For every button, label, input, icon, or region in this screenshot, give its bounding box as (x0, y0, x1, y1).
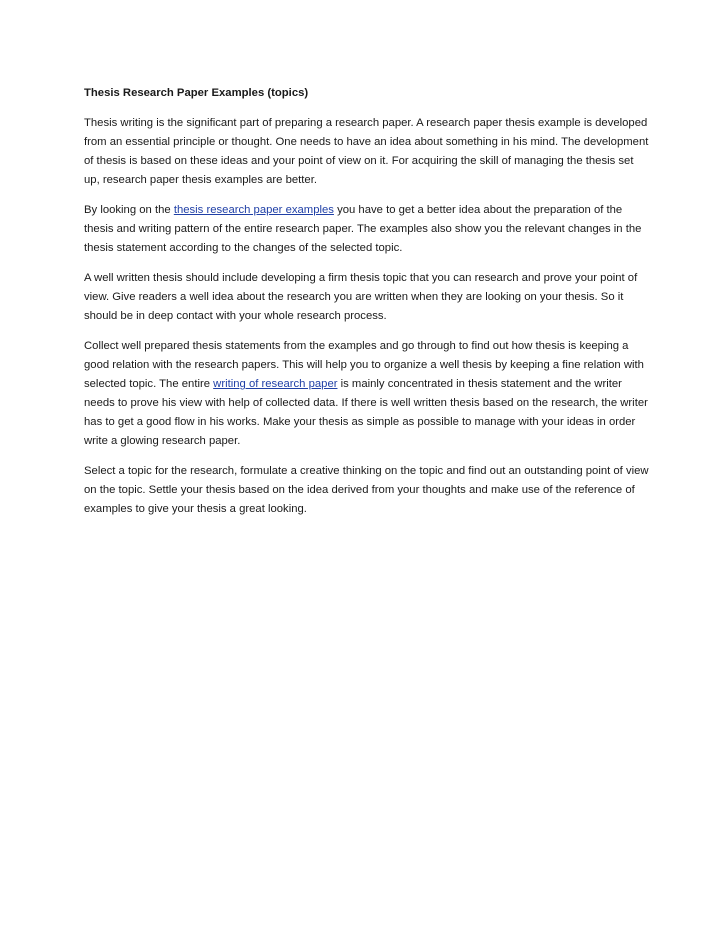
paragraph-2-text-before: By looking on the (84, 204, 174, 216)
writing-of-research-paper-link[interactable]: writing of research paper (213, 378, 338, 390)
document-title: Thesis Research Paper Examples (topics) (84, 87, 309, 99)
paragraph-5: Select a topic for the research, formulate a creative thinking on the topic and find out an outstanding point of view on the topic. Settle your thesis based on the idea derived from your thoughts and make use of the reference of examples to give your thesis a great looking. (84, 465, 649, 515)
paragraph-3: A well written thesis should include developing a firm thesis topic that you can research and prove your point of view. Give readers a well idea about the research you are written when they are looking on your thesis. So it should be in deep contact with your whole research process. (84, 272, 638, 322)
paragraph-4 (84, 337, 650, 451)
paragraph-1: Thesis writing is the significant part of preparing a research paper. A research paper thesis example is developed from an essential principle or thought. One needs to have an idea about something in his mind. The development of thesis is based on these ideas and your point of view on it. For acquiring the skill of managing the thesis set up, research paper thesis examples are better. (84, 117, 649, 186)
paragraph-2-text-after: you have to get a better idea about the preparation of the thesis and writing pattern of the entire research paper. The examples also show you the relevant changes in the thesis statement according to the changes of the selected topic. (84, 204, 642, 254)
paragraph-2 (84, 201, 650, 258)
document-body (84, 84, 650, 530)
paragraph-4-text-after: is mainly concentrated in thesis statement and the writer needs to prove his view with help of collected data. If there is well written thesis based on the research, the writer has to get a good flow in his works. Make your thesis as simple as possible to manage with your ideas in order write a glowing research paper. (84, 378, 648, 447)
thesis-research-paper-examples-link[interactable]: thesis research paper examples (173, 204, 334, 216)
paragraph-4-text-before: Collect well prepared thesis statements from the examples and go through to find out how thesis is keeping a good relation with the research papers. This will help you to organize a well thesis by keeping a fine relation with selected topic. The entire (84, 340, 644, 390)
